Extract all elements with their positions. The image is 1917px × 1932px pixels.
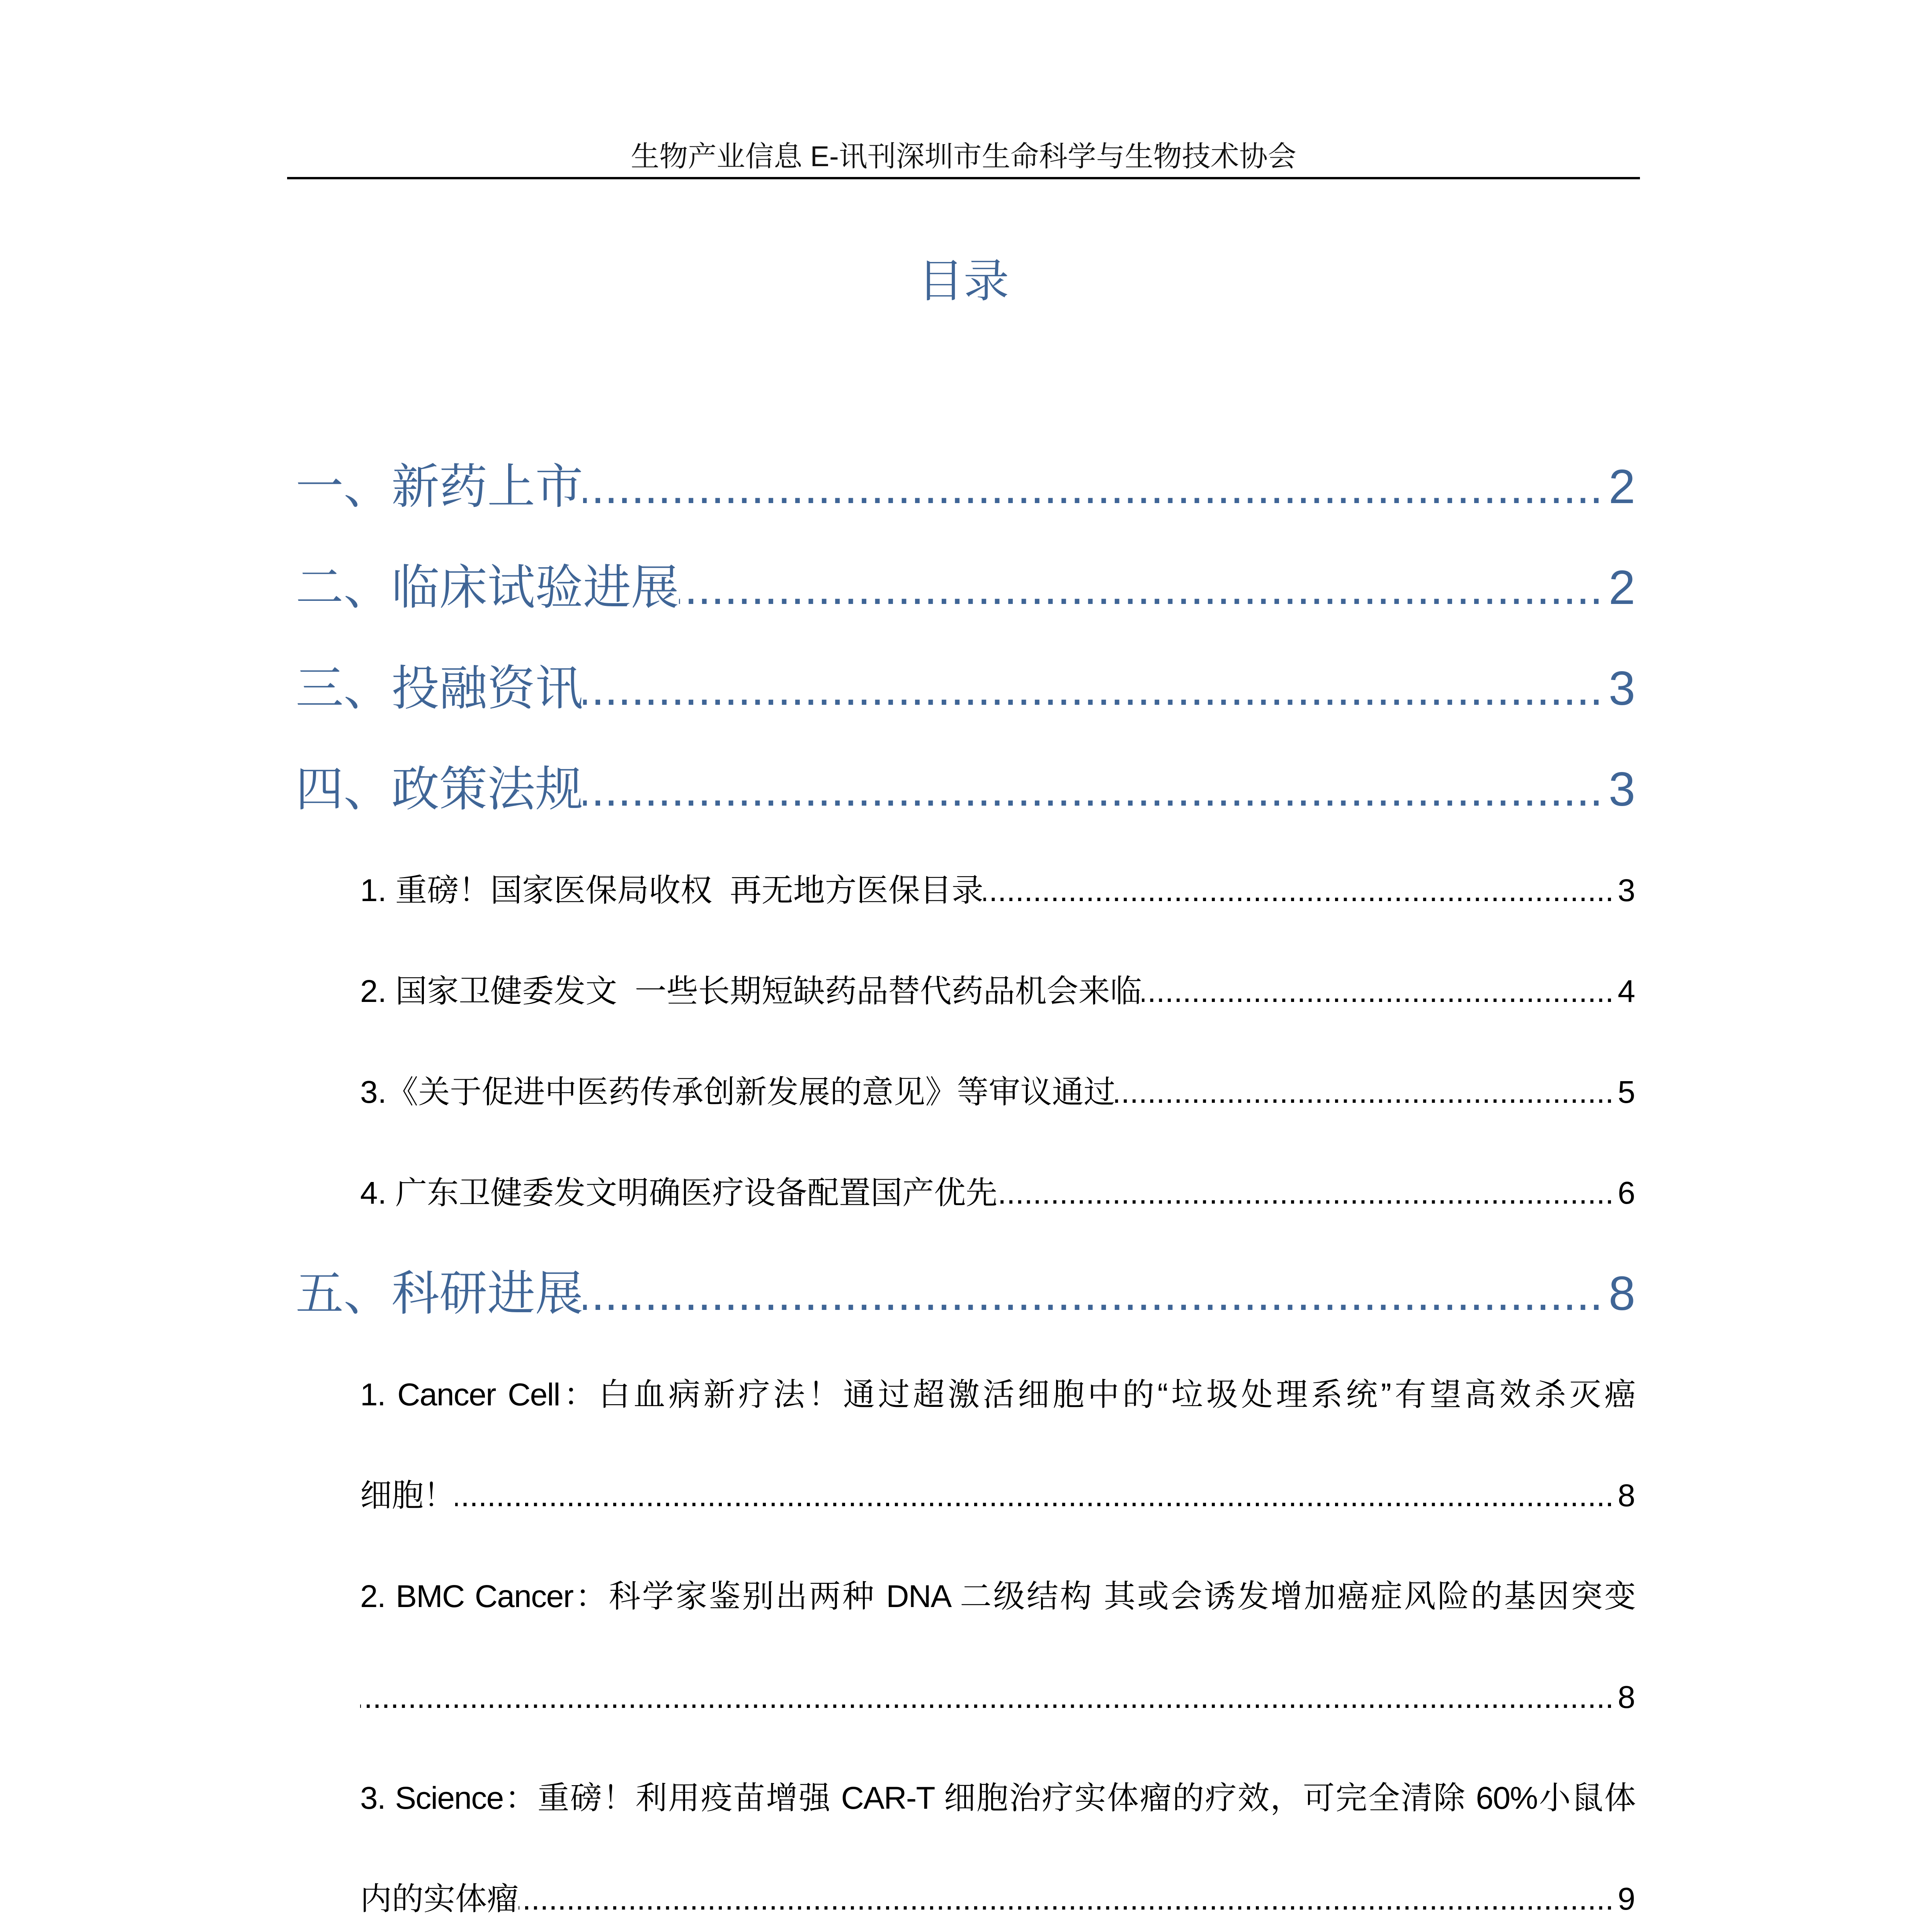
toc-entry-title: 3.《关于促进中医药传承创新发展的意见》等审议通过 (360, 1075, 1116, 1110)
toc-entry-page: 4 (1618, 974, 1635, 1009)
toc-entry-page: 8 (1609, 1267, 1635, 1320)
leader-dots (519, 1849, 1618, 1932)
toc-subentry[interactable] (296, 1546, 1635, 1748)
toc-entry-page: 8 (1618, 1680, 1635, 1715)
toc-title: 目录 (918, 256, 1009, 307)
toc-subentry[interactable] (296, 840, 1635, 941)
leader-dots (1115, 1042, 1618, 1143)
toc-entry-title-line1: 1. Cancer Cell：白血病新疗法！通过超激活细胞中的“垃圾处理系统”有望高效杀灭癌 (360, 1377, 1635, 1412)
toc-section-entry[interactable] (296, 1243, 1635, 1344)
toc-entry-title: 五、科研进展 (296, 1267, 583, 1320)
toc-subentry[interactable] (296, 1143, 1635, 1243)
toc-entry-title-line2: 内的实体瘤 (360, 1881, 519, 1917)
toc-section-entry[interactable] (296, 739, 1635, 840)
toc-entry-title-line2: 细胞！ (360, 1478, 456, 1513)
toc-entry-title: 四、政策法规 (296, 763, 583, 816)
toc-entry-line2 (296, 1445, 1635, 1546)
leader-dots (583, 437, 1609, 537)
toc-entry-title: 2. 国家卫健委发文 一些长期短缺药品替代药品机会来临 (360, 974, 1142, 1009)
toc-section-entry[interactable] (296, 638, 1635, 739)
leader-dots (583, 638, 1609, 739)
toc-entry-title: 三、投融资讯 (296, 662, 583, 715)
toc-entry-page: 3 (1609, 763, 1635, 816)
toc-entry-page: 2 (1609, 460, 1635, 514)
toc-entry-page: 2 (1609, 561, 1635, 614)
leader-dots (583, 1243, 1609, 1344)
leader-dots (360, 1647, 1618, 1748)
leader-dots (583, 739, 1609, 840)
toc-entry-page: 5 (1618, 1075, 1635, 1110)
toc-section-entry[interactable] (296, 437, 1635, 537)
toc-entry-line2 (296, 1647, 1635, 1748)
toc-entry-title: 1. 重磅！国家医保局收权 再无地方医保目录 (360, 873, 983, 908)
toc-entry-page: 3 (1618, 873, 1635, 908)
toc-entry-page: 3 (1609, 662, 1635, 715)
toc-subentry[interactable] (296, 1344, 1635, 1546)
toc-subentry[interactable] (296, 941, 1635, 1042)
table-of-contents (296, 437, 1635, 1932)
running-header: 生物产业信息 E-讯刊深圳市生命科学与生物技术协会 (631, 140, 1296, 172)
leader-dots (1142, 941, 1618, 1042)
toc-entry-title: 二、临床试验进展 (296, 561, 679, 614)
toc-section-entry[interactable] (296, 537, 1635, 638)
leader-dots (983, 840, 1618, 941)
toc-subentry[interactable] (296, 1042, 1635, 1143)
leader-dots (455, 1445, 1618, 1546)
toc-entry-title: 一、新药上市 (296, 460, 583, 514)
toc-entry-title: 4. 广东卫健委发文明确医疗设备配置国产优先 (360, 1175, 998, 1211)
leader-dots (679, 537, 1609, 638)
toc-subentry[interactable] (296, 1748, 1635, 1932)
toc-entry-page: 9 (1618, 1881, 1635, 1917)
toc-entry-title-line1: 2. BMC Cancer：科学家鉴别出两种 DNA 二级结构 其或会诱发增加癌症风险的基因突变 (360, 1579, 1635, 1614)
toc-entry-line2 (296, 1849, 1635, 1932)
toc-entry-page: 8 (1618, 1478, 1635, 1513)
toc-entry-page: 6 (1618, 1175, 1635, 1211)
header-rule (287, 177, 1640, 179)
toc-entry-title-line1: 3. Science：重磅！利用疫苗增强 CAR-T 细胞治疗实体瘤的疗效，可完全清除 60%小鼠体 (360, 1781, 1635, 1816)
leader-dots (997, 1143, 1618, 1243)
